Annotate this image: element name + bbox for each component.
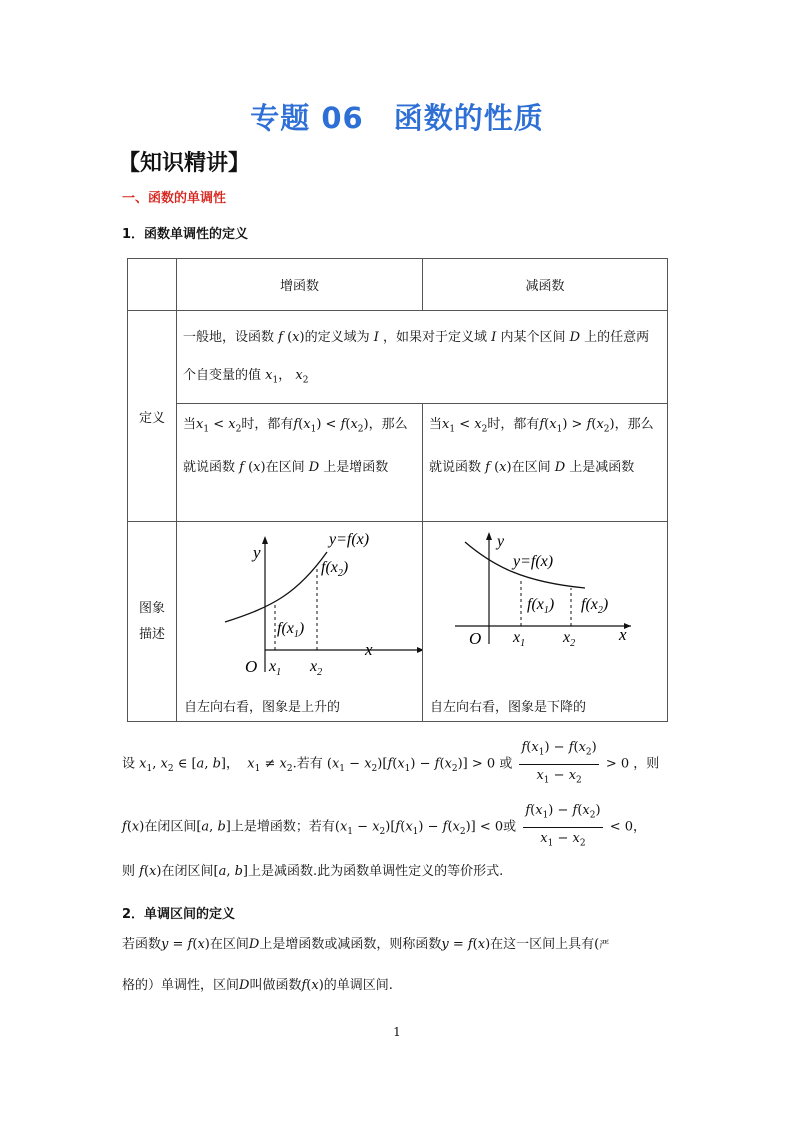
x2-tick-label: $x_2$: [310, 658, 323, 678]
x1-tick-label: $x_1$: [513, 629, 526, 649]
curve-label: y=f(x): [513, 553, 554, 570]
section-heading: 【知识精讲】: [118, 151, 251, 176]
header-decreasing: 减函数: [423, 259, 668, 311]
x2-tick-label: $x_2$: [563, 629, 576, 649]
increasing-graph-cell: [177, 522, 423, 722]
page-title: 专题 06 函数的性质: [250, 101, 544, 135]
subheading-interval: 2．单调区间的定义: [122, 907, 236, 922]
fx2-label: $f(x_2)$: [321, 559, 349, 579]
equivalent-form-line-3: 则 f(x)在闭区间[a, b]上是减函数.此为函数单调性定义的等价形式.: [122, 864, 504, 879]
caption-increasing: 自左向右看，图象是上升的: [184, 700, 341, 715]
equivalent-form-line-2: f(x)在闭区间[a, b]上是增函数；若有$(x_1 - x_2)[f(x_1) - f(x_2)] < 0$或 $\frac{f(x_1) - f(x_2)}{x_1 - x_2}$ < 0，: [122, 800, 646, 854]
curve-label: y=f(x): [329, 531, 370, 548]
common-definition: 一般地，设函数 f (x)的定义域为 I ，如果对于定义域 I 内某个区间 D 上的任意两个自变量的值 $x_1$， $x_2$: [177, 311, 668, 404]
y-label: y: [497, 533, 505, 550]
page-number: 1: [393, 1025, 401, 1039]
x-label: x: [619, 625, 627, 644]
origin-label: O: [245, 657, 258, 676]
caption-decreasing: 自左向右看，图象是下降的: [430, 700, 587, 715]
x1-tick-label: $x_1$: [269, 658, 282, 678]
increasing-graph: [177, 522, 422, 692]
table-corner-cell: [128, 259, 177, 311]
increasing-definition: 当$x_1 < x_2$时，都有$f(x_1) < f(x_2)$，那么就说函数 f (x)在区间 D 上是增函数: [177, 404, 423, 522]
decreasing-graph-cell: [423, 522, 668, 722]
y-axis-arrow: [486, 532, 492, 540]
row-label-graph: 图象 描述: [128, 522, 177, 722]
interval-definition-line-1: 若函数y = f(x)在区间D上是增函数或减函数，则称函数y = f(x)在这一区间上具有(严: [122, 937, 610, 952]
equivalent-form-line-1: 设 $x_1$, $x_2$ ∈ [a, b]， $x_1 \ne x_2$.若有 $(x_1 - x_2)[f(x_1) - f(x_2)] > 0$ 或 $\frac{f(x_1) - f(x_2)}{x_1 - x_2}$ > 0 ，则: [122, 737, 659, 791]
fx1-label: $f(x_1)$: [527, 596, 555, 616]
y-axis-arrow: [262, 536, 268, 544]
x-axis-arrow: [417, 647, 422, 653]
subheading-definition: 1．函数单调性的定义: [122, 227, 249, 242]
origin-label: O: [469, 629, 482, 648]
row-label-definition: 定义: [128, 311, 177, 522]
decreasing-graph: [423, 522, 669, 692]
y-label: y: [253, 543, 261, 562]
header-increasing: 增函数: [177, 259, 423, 311]
subheading-monotonicity: 一、函数的单调性: [122, 191, 227, 206]
x-label: x: [365, 640, 373, 659]
fx1-label: $f(x_1)$: [277, 620, 305, 640]
definition-table: [127, 258, 668, 722]
decreasing-definition: 当$x_1 < x_2$时，都有$f(x_1) > f(x_2)$，那么就说函数 f (x)在区间 D 上是减函数: [423, 404, 668, 522]
interval-definition-line-2: 格的）单调性，区间D叫做函数f(x)的单调区间.: [122, 978, 393, 993]
fx2-label: $f(x_2)$: [581, 596, 609, 616]
increasing-curve: [225, 552, 327, 622]
